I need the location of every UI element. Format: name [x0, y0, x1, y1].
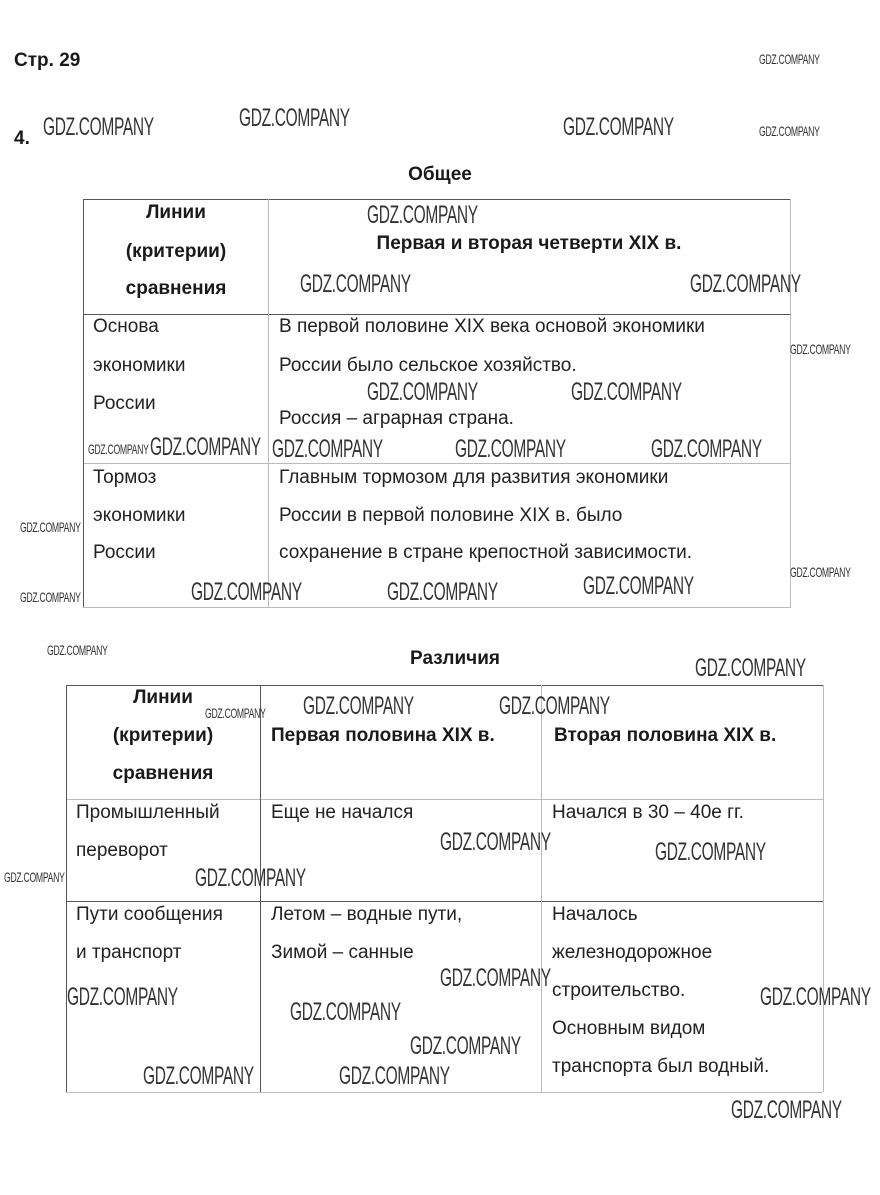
watermark: GDZ.COMPANY [143, 1062, 254, 1090]
watermark: GDZ.COMPANY [20, 519, 81, 535]
criterion-line: переворот [76, 840, 168, 861]
watermark: GDZ.COMPANY [571, 378, 682, 406]
watermark: GDZ.COMPANY [440, 964, 551, 992]
cell-text-line: Главным тормозом для развития экономики [279, 467, 669, 488]
cell-text-line: Летом – водные пути, [271, 904, 463, 925]
watermark: GDZ.COMPANY [195, 864, 306, 892]
cell-text-line: Россия – аграрная страна. [279, 408, 514, 429]
criterion-line: Основа [93, 316, 159, 337]
watermark: GDZ.COMPANY [455, 435, 566, 463]
cell-text-line: Основным видом [552, 1018, 706, 1039]
header-criteria-line: (критерии) [125, 241, 227, 262]
watermark: GDZ.COMPANY [290, 998, 401, 1026]
criterion-line: Пути сообщения [76, 904, 223, 925]
header-criteria-line: (критерии) [112, 725, 214, 746]
watermark: GDZ.COMPANY [759, 51, 820, 67]
watermark: GDZ.COMPANY [760, 983, 871, 1011]
watermark: GDZ.COMPANY [4, 869, 65, 885]
header-first-half: Первая половина XIX в. [271, 725, 495, 746]
criterion-line: и транспорт [76, 942, 182, 963]
watermark: GDZ.COMPANY [20, 589, 81, 605]
watermark: GDZ.COMPANY [239, 104, 350, 132]
watermark: GDZ.COMPANY [790, 564, 851, 580]
watermark: GDZ.COMPANY [300, 270, 411, 298]
header-second-half: Вторая половина XIX в. [554, 725, 777, 746]
watermark: GDZ.COMPANY [440, 828, 551, 856]
cell-text-line: сохранение в стране крепостной зависимости. [279, 542, 693, 563]
cell-text-line: железнодорожное [552, 942, 713, 963]
cell-text-line: России в первой половине XIX в. было [279, 505, 623, 526]
header-criteria-line: сравнения [112, 763, 214, 784]
header-criteria-line: Линии [146, 202, 206, 223]
watermark: GDZ.COMPANY [583, 572, 694, 600]
header-criteria-line: Линии [133, 687, 193, 708]
watermark: GDZ.COMPANY [563, 113, 674, 141]
cell-text-line: Еще не начался [271, 802, 414, 823]
cell-text-line: Началось [552, 904, 638, 925]
criterion-line: России [93, 542, 156, 563]
watermark: GDZ.COMPANY [790, 341, 851, 357]
cell-text-line: строительство. [552, 980, 686, 1001]
watermark: GDZ.COMPANY [655, 838, 766, 866]
watermark: GDZ.COMPANY [367, 378, 478, 406]
differences-title: Различия [410, 648, 500, 669]
watermark: GDZ.COMPANY [499, 692, 610, 720]
watermark: GDZ.COMPANY [88, 441, 149, 457]
watermark: GDZ.COMPANY [43, 113, 154, 141]
watermark: GDZ.COMPANY [67, 983, 178, 1011]
watermark: GDZ.COMPANY [205, 705, 266, 721]
cell-text-line: В первой половине XIX века основой экономики [279, 316, 705, 337]
watermark: GDZ.COMPANY [191, 578, 302, 606]
task-number: 4. [14, 128, 30, 149]
header-criteria-line: сравнения [125, 278, 227, 299]
criterion-line: экономики [93, 355, 186, 376]
common-title: Общее [408, 164, 472, 185]
watermark: GDZ.COMPANY [690, 270, 801, 298]
watermark: GDZ.COMPANY [339, 1062, 450, 1090]
page-label: Стр. 29 [14, 50, 81, 71]
criterion-line: Промышленный [76, 802, 220, 823]
watermark: GDZ.COMPANY [731, 1096, 842, 1124]
watermark: GDZ.COMPANY [367, 201, 478, 229]
cell-text-line: Зимой – санные [271, 942, 414, 963]
cell-text-line: Начался в 30 – 40е гг. [552, 802, 744, 823]
criterion-line: России [93, 393, 156, 414]
header-period: Первая и вторая четверти XIX в. [376, 233, 682, 254]
watermark: GDZ.COMPANY [47, 642, 108, 658]
watermark: GDZ.COMPANY [651, 435, 762, 463]
watermark: GDZ.COMPANY [410, 1032, 521, 1060]
cell-text-line: России было сельское хозяйство. [279, 355, 577, 376]
cell-text-line: транспорта был водный. [552, 1056, 770, 1077]
watermark: GDZ.COMPANY [387, 578, 498, 606]
watermark: GDZ.COMPANY [150, 433, 261, 461]
watermark: GDZ.COMPANY [272, 435, 383, 463]
criterion-line: Тормоз [93, 467, 157, 488]
watermark: GDZ.COMPANY [303, 692, 414, 720]
criterion-line: экономики [93, 505, 186, 526]
watermark: GDZ.COMPANY [759, 123, 820, 139]
watermark: GDZ.COMPANY [695, 654, 806, 682]
